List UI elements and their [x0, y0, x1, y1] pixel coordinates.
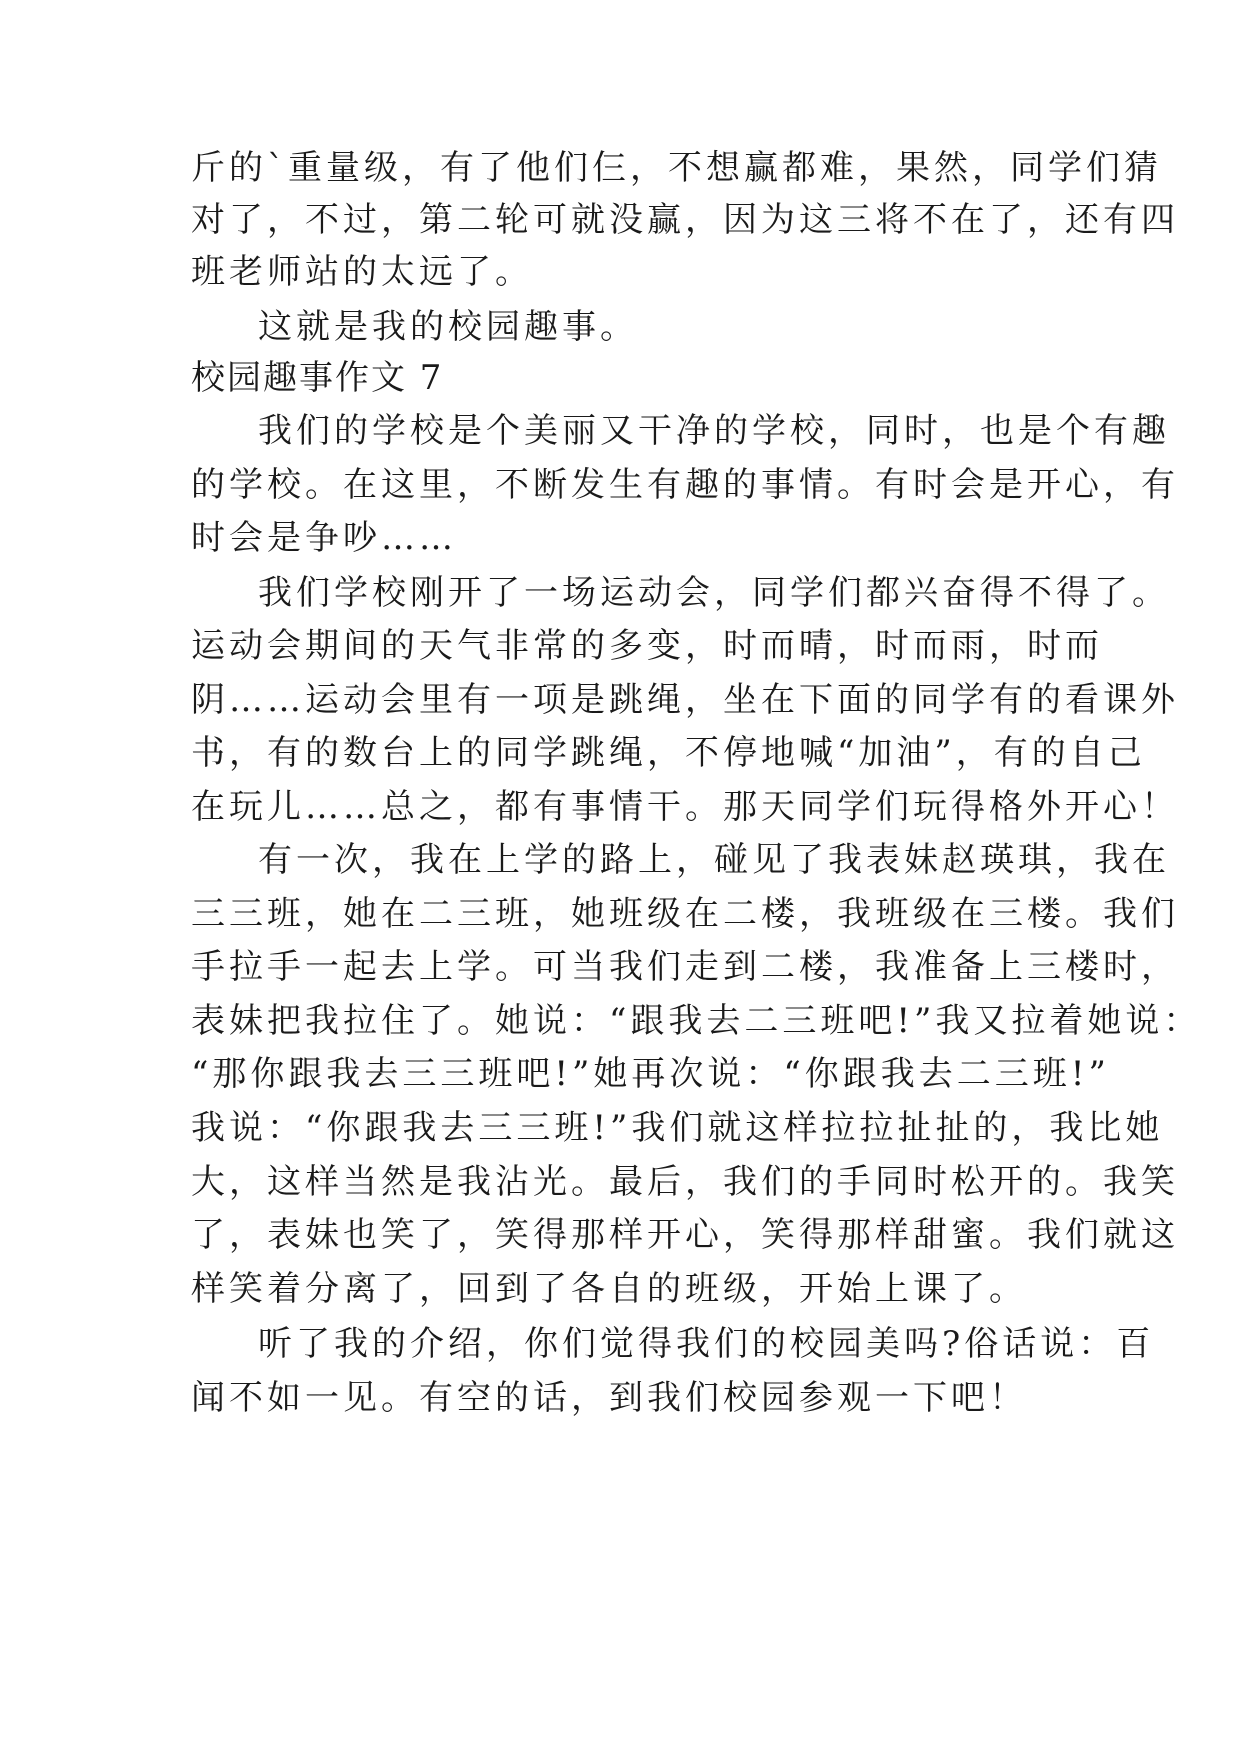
text-line: 的学校。在这里，不断发生有趣的事情。有时会是开心，有 — [191, 465, 1179, 505]
text-line: 了，表妹也笑了，笑得那样开心，笑得那样甜蜜。我们就这 — [191, 1215, 1179, 1255]
text-line: 听了我的介绍，你们觉得我们的校园美吗?俗话说：百 — [258, 1324, 1155, 1364]
text-line: 斤的`重量级，有了他们仨，不想赢都难，果然，同学们猜 — [191, 148, 1162, 188]
text-line: 手拉手一起去上学。可当我们走到二楼，我准备上三楼时， — [191, 947, 1179, 987]
text-line: 我说：“你跟我去三三班!”我们就这样拉拉扯扯的，我比她 — [191, 1108, 1164, 1148]
text-line: 闻不如一见。有空的话，到我们校园参观一下吧！ — [191, 1378, 1027, 1418]
text-line: 表妹把我拉住了。她说：“跟我去二三班吧!”我又拉着她说： — [191, 1001, 1202, 1041]
text-line: 大，这样当然是我沾光。最后，我们的手同时松开的。我笑 — [191, 1162, 1179, 1202]
text-line: 有一次，我在上学的路上，碰见了我表妹赵瑛琪，我在 — [258, 840, 1170, 880]
text-line: 时会是争吵…… — [191, 518, 457, 558]
text-line: 这就是我的校园趣事。 — [258, 307, 638, 347]
text-line: 在玩儿……总之，都有事情干。那天同学们玩得格外开心！ — [191, 787, 1179, 827]
text-line: 我们学校刚开了一场运动会，同学们都兴奋得不得了。 — [258, 573, 1170, 613]
text-line: 对了，不过，第二轮可就没赢，因为这三将不在了，还有四 — [191, 200, 1179, 240]
text-line: 我们的学校是个美丽又干净的学校，同时，也是个有趣 — [258, 411, 1170, 451]
text-line: 班老师站的太远了。 — [191, 252, 533, 292]
text-line: 三三班，她在二三班，她班级在二楼，我班级在三楼。我们 — [191, 894, 1179, 934]
section-heading: 校园趣事作文 7 — [191, 358, 444, 398]
text-line: “那你跟我去三三班吧!”她再次说：“你跟我去二三班!” — [191, 1054, 1110, 1094]
text-line: 书，有的数台上的同学跳绳，不停地喊“加油”，有的自己 — [191, 733, 1146, 773]
text-line: 样笑着分离了，回到了各自的班级，开始上课了。 — [191, 1269, 1027, 1309]
text-line: 阴……运动会里有一项是跳绳，坐在下面的同学有的看课外 — [191, 680, 1179, 720]
text-line: 运动会期间的天气非常的多变，时而晴，时而雨，时而 — [191, 626, 1103, 666]
